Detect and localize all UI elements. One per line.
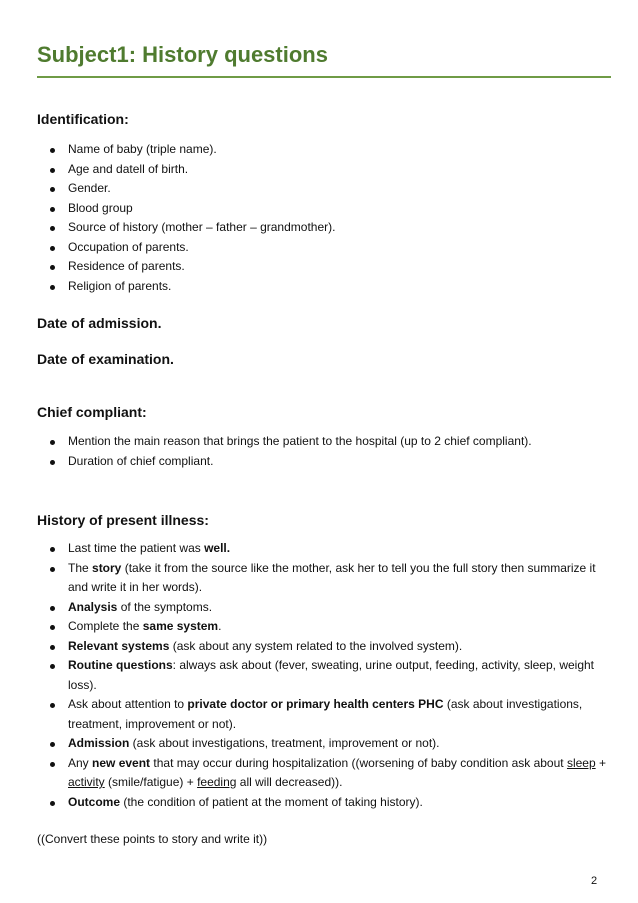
bullet-icon xyxy=(50,742,55,747)
list-item: The story (take it from the source like the mother, ask her to tell you the full story then summarize it and write it in her words). xyxy=(37,559,607,598)
bullet-icon xyxy=(50,168,55,173)
chief-complaint-list xyxy=(37,432,607,471)
bullet-icon xyxy=(50,703,55,708)
bullet-icon xyxy=(50,567,55,572)
bullet-icon xyxy=(50,246,55,251)
list-item: Residence of parents. xyxy=(37,257,607,277)
list-item: Outcome (the condition of patient at the moment of taking history). xyxy=(37,793,607,813)
bullet-icon xyxy=(50,547,55,552)
title-text: History questions xyxy=(142,42,328,67)
list-item: Admission (ask about investigations, treatment, improvement or not). xyxy=(37,734,607,754)
list-item: Age and datell of birth. xyxy=(37,160,607,180)
bullet-icon xyxy=(50,460,55,465)
bullet-icon xyxy=(50,265,55,270)
list-item: Blood group xyxy=(37,199,607,219)
bullet-icon xyxy=(50,645,55,650)
date-of-admission-heading: Date of admission. xyxy=(37,315,162,331)
bullet-icon xyxy=(50,207,55,212)
list-item: Relevant systems (ask about any system related to the involved system). xyxy=(37,637,607,657)
title-prefix: Subject1: xyxy=(37,42,137,67)
list-item: Ask about attention to private doctor or primary health centers PHC (ask about investigations, treatment, improvement or not). xyxy=(37,695,607,734)
bullet-icon xyxy=(50,440,55,445)
list-item: Gender. xyxy=(37,179,607,199)
list-item: Mention the main reason that brings the patient to the hospital (up to 2 chief compliant). xyxy=(37,432,607,452)
bullet-icon xyxy=(50,801,55,806)
list-item: Complete the same system. xyxy=(37,617,607,637)
date-of-examination-heading: Date of examination. xyxy=(37,351,174,367)
list-item: Duration of chief compliant. xyxy=(37,452,607,472)
list-item: Occupation of parents. xyxy=(37,238,607,258)
list-item: Source of history (mother – father – grandmother). xyxy=(37,218,607,238)
page-number: 2 xyxy=(591,875,598,887)
list-item: Last time the patient was well. xyxy=(37,539,607,559)
list-item: Analysis of the symptoms. xyxy=(37,598,607,618)
list-item: Any new event that may occur during hospitalization ((worsening of baby condition ask about sleep + activity (smile/fatigue) + feeding all will decreased)). xyxy=(37,754,607,793)
closing-note: ((Convert these points to story and write it)) xyxy=(37,832,268,846)
page-title xyxy=(37,41,328,69)
bullet-icon xyxy=(50,148,55,153)
identification-heading: Identification: xyxy=(37,111,129,127)
bullet-icon xyxy=(50,285,55,290)
identification-list xyxy=(37,140,607,296)
title-divider xyxy=(37,76,611,78)
bullet-icon xyxy=(50,664,55,669)
list-item: Religion of parents. xyxy=(37,277,607,297)
present-illness-heading: History of present illness: xyxy=(37,512,209,528)
list-item: Name of baby (triple name). xyxy=(37,140,607,160)
bullet-icon xyxy=(50,187,55,192)
present-illness-list xyxy=(37,539,607,812)
bullet-icon xyxy=(50,762,55,767)
bullet-icon xyxy=(50,606,55,611)
list-item: Routine questions: always ask about (fever, sweating, urine output, feeding, activity, sleep, weight loss). xyxy=(37,656,607,695)
chief-complaint-heading: Chief compliant: xyxy=(37,404,147,420)
bullet-icon xyxy=(50,226,55,231)
bullet-icon xyxy=(50,625,55,630)
